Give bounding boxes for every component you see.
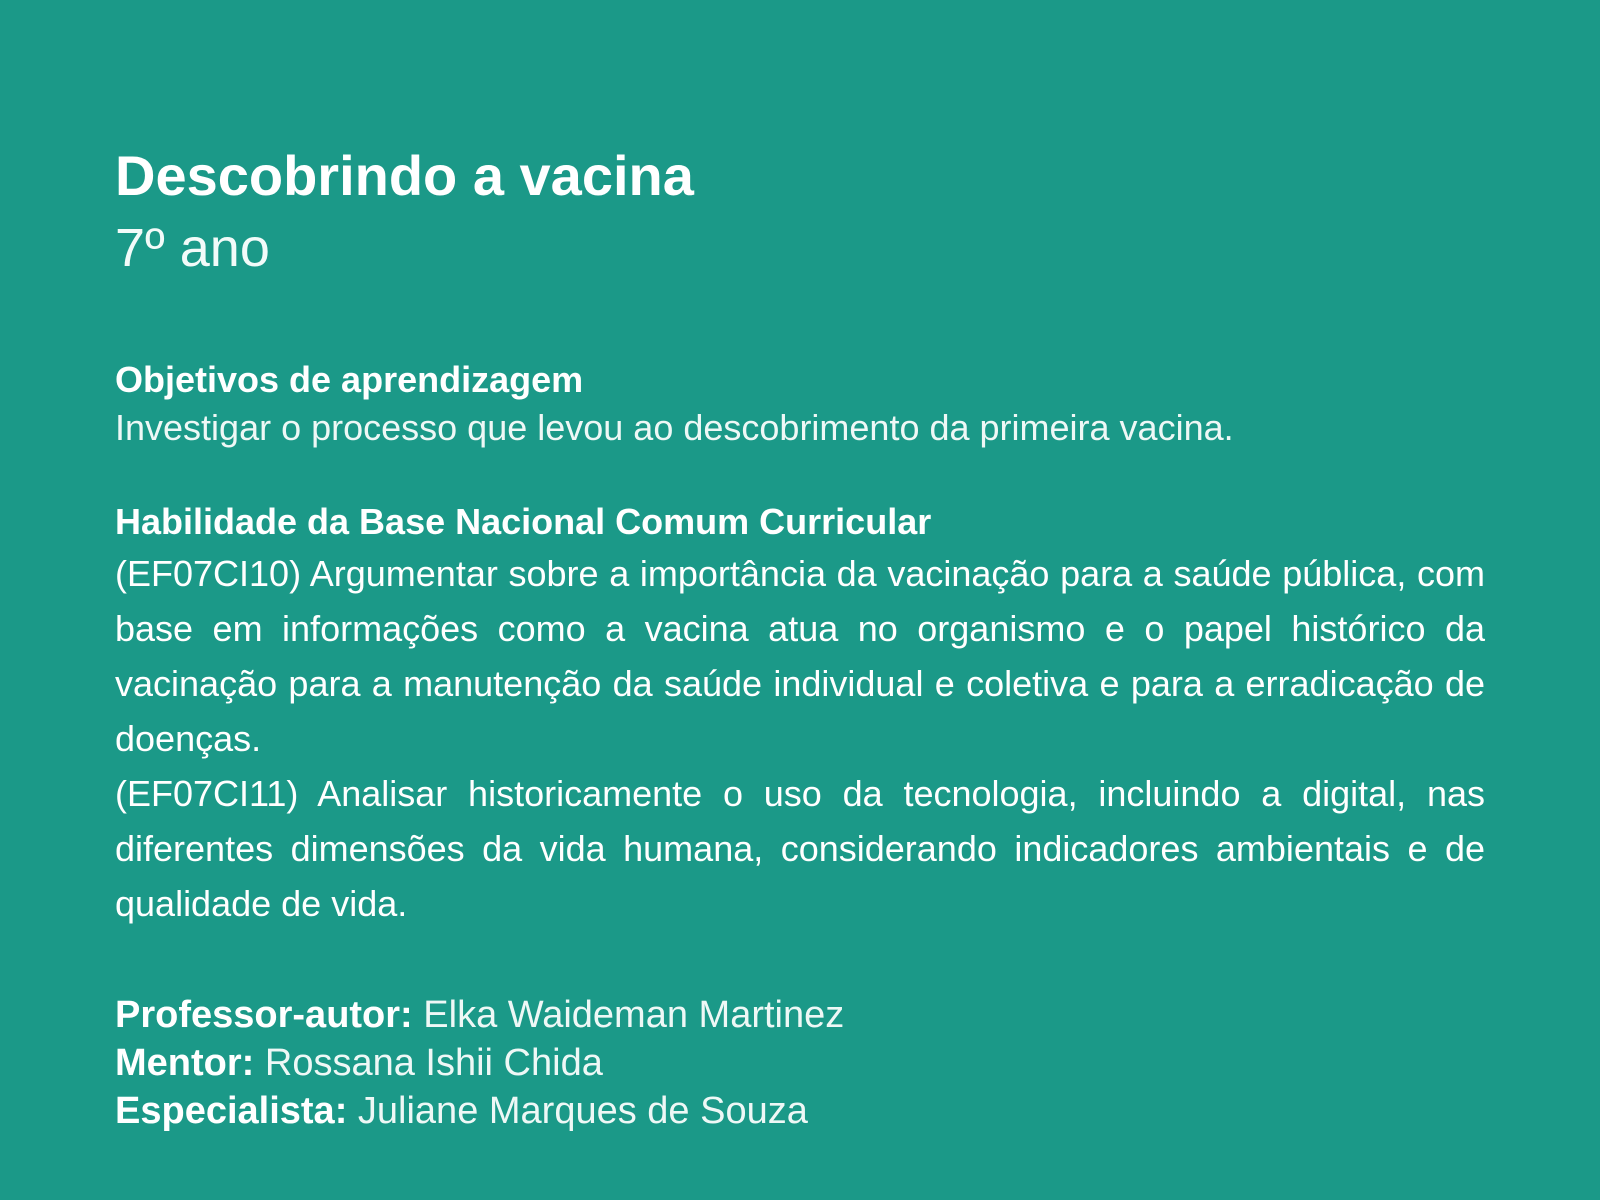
bncc-skills-heading: Habilidade da Base Nacional Comum Curricular xyxy=(115,501,932,542)
bncc-skill-ef07ci10: (EF07CI10) Argumentar sobre a importância da vacinação para a saúde pública, com base em informações como a vacina atua no organismo e o papel histórico da vacinação para a manutenção da saúde individual e coletiva e para a erradicação de doenças. xyxy=(115,553,1485,759)
credit-label: Professor-autor: xyxy=(115,994,413,1036)
objectives-section xyxy=(115,356,1485,452)
credit-value: Juliane Marques de Souza xyxy=(357,1090,808,1132)
objectives-text: Investigar o processo que levou ao descobrimento da primeira vacina. xyxy=(115,407,1234,448)
credits-section xyxy=(115,991,1485,1135)
objectives-heading: Objetivos de aprendizagem xyxy=(115,359,584,400)
credit-label: Mentor: xyxy=(115,1042,255,1084)
credit-professor-author xyxy=(115,991,1485,1039)
slide-content xyxy=(115,140,1485,1135)
credit-value: Rossana Ishii Chida xyxy=(264,1042,603,1084)
credit-specialist xyxy=(115,1087,1485,1135)
page-title: Descobrindo a vacina xyxy=(115,144,694,207)
credit-label: Especialista: xyxy=(115,1090,348,1132)
bncc-skill-ef07ci11: (EF07CI11) Analisar historicamente o uso da tecnologia, incluindo a digital, nas diferentes dimensões da vida humana, considerando indicadores ambientais e de qualidade de vida. xyxy=(115,773,1485,924)
grade-subtitle: 7º ano xyxy=(115,218,270,278)
credit-mentor xyxy=(115,1039,1485,1087)
credit-value: Elka Waideman Martinez xyxy=(423,994,845,1036)
bncc-skills-section xyxy=(115,498,1485,931)
